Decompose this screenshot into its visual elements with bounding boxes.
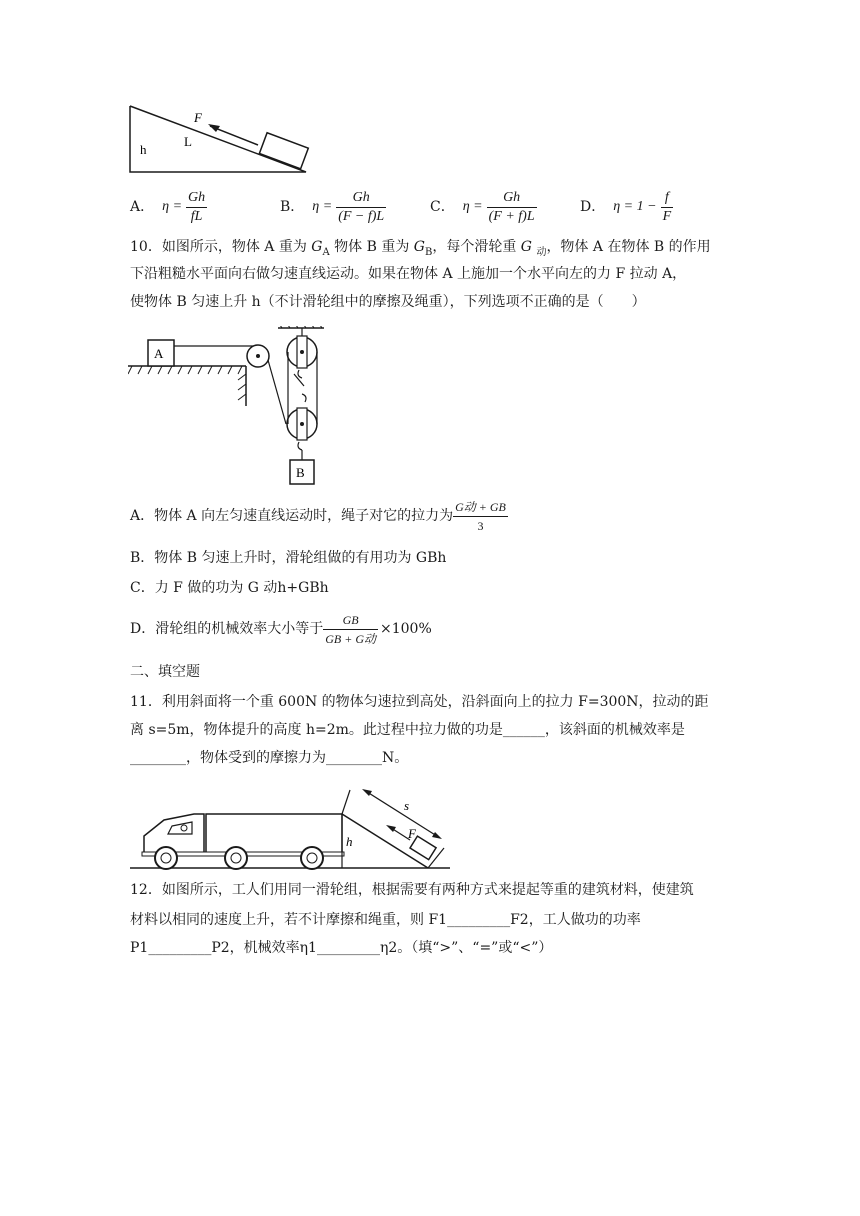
- q9-option-C-denominator: (F + f)L: [488, 208, 535, 224]
- ramp-label-s: s: [404, 798, 410, 813]
- q10-option-B: B．物体 B 匀速上升时，滑轮组做的有用功为 GBh: [130, 550, 447, 566]
- force-arrow-icon: [386, 825, 396, 832]
- q9-option-B-label: B．: [280, 199, 305, 215]
- q9-option-B-fraction: [336, 190, 386, 225]
- truck-ramp-figure: [128, 780, 458, 874]
- section-heading: 二、填空题: [130, 664, 200, 680]
- q9-option-A-denominator: fL: [190, 208, 203, 224]
- q10-line2: 下沿粗糙水平面向右做匀速直线运动。如果在物体 A 上施加一个水平向左的力 F 拉动 A，: [130, 266, 687, 282]
- q9-option-C-fraction: [487, 190, 537, 225]
- ramp-label-F: F: [408, 826, 416, 841]
- q9-option-D-denominator: F: [662, 208, 672, 224]
- q10-option-C: C．力 F 做的功为 G 动h+GBh: [130, 580, 329, 596]
- ramp-label-h: h: [346, 834, 353, 849]
- q10-line1: 10．如图所示，物体 A 重为 $G_A$ 物体 B 重为 $G_B$，每个滑轮重 G $_动$，物体 A 在物体 B 的作用: [130, 239, 711, 258]
- q10-line3: 使物体 B 匀速上升 h（不计滑轮组中的摩擦及绳重），下列选项不正确的是（ ）: [130, 294, 646, 310]
- q9-option-C-label: C．: [430, 199, 455, 215]
- q9-option-A: [130, 188, 207, 226]
- pulley-figure: [128, 326, 348, 488]
- q9-option-A-fraction: [186, 190, 207, 225]
- q9-option-C-eta: η =: [462, 199, 483, 214]
- distance-arrow-icon: [362, 789, 372, 796]
- q9-option-C-numerator: Gh: [503, 189, 521, 205]
- q9-option-D-fraction: [661, 190, 674, 225]
- q11-line2: 离 s=5m，物体提升的高度 h=2m。此过程中拉力做的功是______，该斜面的机械效率是: [130, 722, 685, 738]
- incline-label-h: h: [140, 142, 147, 157]
- q10-line1-part-g: ，物体 A 在物体 B 的作用: [546, 239, 711, 255]
- q9-option-B-eta: η =: [312, 199, 333, 214]
- q9-option-D-prefix: η = 1 −: [613, 199, 657, 214]
- q10-line1-sub-dong: 动: [536, 246, 547, 258]
- block-B-label: B: [296, 465, 305, 480]
- q9-option-C: [430, 188, 537, 226]
- q9-option-B-denominator: (F − f)L: [338, 208, 385, 224]
- q11-line3: ________，物体受到的摩擦力为________N。: [130, 750, 409, 766]
- q10-line1-sub-A: A: [322, 246, 330, 258]
- q10-option-A-numerator: G动 + GB: [455, 499, 506, 514]
- q9-option-D-label: D．: [580, 199, 606, 215]
- q10-option-A-fraction: [453, 499, 508, 534]
- q9-option-B-numerator: Gh: [352, 189, 370, 205]
- q10-option-A-denominator: 3: [477, 518, 484, 533]
- q10-option-D-fraction: [323, 612, 378, 647]
- q10-option-D-denominator: GB + G动: [325, 631, 376, 646]
- q10-line1-sub-B: B: [424, 246, 433, 258]
- force-arrow-icon: [208, 124, 220, 132]
- q10-option-A: [130, 496, 508, 536]
- q10-line1-part-c: 物体 B 重为: [329, 239, 414, 255]
- q9-option-D-numerator: f: [664, 189, 669, 205]
- q10-line1-part-e: ，每个滑轮重: [432, 239, 521, 255]
- q10-option-D-tail: ×100%: [380, 621, 432, 637]
- q9-option-A-eta: η =: [162, 199, 183, 214]
- truck-body: [206, 814, 342, 854]
- incline-label-L: L: [184, 134, 192, 149]
- incline-figure: [128, 100, 318, 180]
- block-A-label: A: [154, 346, 164, 361]
- q11-line1: 11．利用斜面将一个重 600N 的物体匀速拉到高处，沿斜面向上的拉力 F=300N，拉动的距: [130, 694, 709, 710]
- incline-label-F: F: [194, 110, 202, 125]
- q10-option-D-text: D．滑轮组的机械效率大小等于: [130, 621, 324, 637]
- q12-line2: 材料以相同的速度上升，若不计摩擦和绳重，则 F1_________F2，工人做功的功率: [130, 912, 641, 928]
- q10-option-A-text: A．物体 A 向左匀速直线运动时，绳子对它的拉力为: [130, 508, 454, 524]
- q9-option-B: [280, 188, 386, 226]
- q12-line3: P1_________P2，机械效率η1_________η2。（填“>”、“=”或“<”）: [130, 940, 553, 956]
- q10-option-D-numerator: GB: [342, 612, 359, 627]
- q10-line1-part-a: 10．如图所示，物体 A 重为: [130, 239, 312, 255]
- q9-option-A-numerator: Gh: [188, 189, 206, 205]
- q12-line1: 12．如图所示，工人们用同一滑轮组，根据需要有两种方式来提起等重的建筑材料，使建筑: [130, 882, 694, 898]
- q9-option-A-label: A．: [130, 199, 155, 215]
- q10-option-D: [130, 608, 432, 650]
- q9-option-D: [580, 188, 673, 226]
